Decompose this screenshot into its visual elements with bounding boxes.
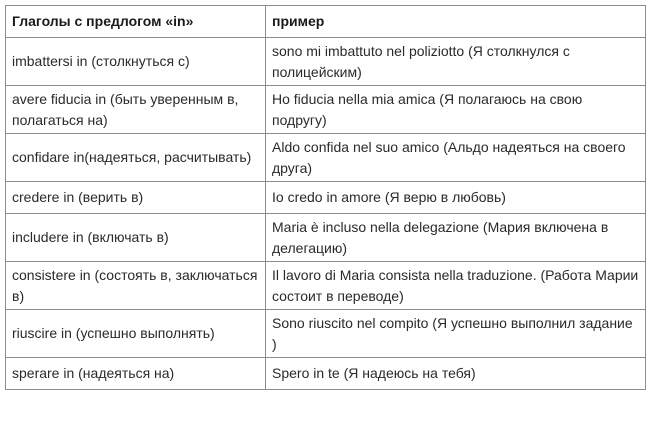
verb-cell: sperare in (надеяться на) — [6, 358, 266, 390]
example-cell: Aldo confida nel suo amico (Альдо надеяться на своего друга) — [266, 134, 646, 182]
table-header-row — [6, 6, 646, 38]
table-row — [6, 310, 646, 358]
table-row — [6, 182, 646, 214]
table-row — [6, 262, 646, 310]
verb-cell: credere in (верить в) — [6, 182, 266, 214]
table-row — [6, 358, 646, 390]
verb-cell: riuscire in (успешно выполнять) — [6, 310, 266, 358]
example-cell: Maria è incluso nella delegazione (Мария включена в делегацию) — [266, 214, 646, 262]
verb-cell: consistere in (состоять в, заключаться в) — [6, 262, 266, 310]
table-row — [6, 134, 646, 182]
verb-cell: confidare in(надеяться, расчитывать) — [6, 134, 266, 182]
example-cell: sono mi imbattuto nel poliziotto (Я столкнулся с полицейским) — [266, 38, 646, 86]
header-example: пример — [266, 6, 646, 38]
verb-cell: avere fiducia in (быть уверенным в, полагаться на) — [6, 86, 266, 134]
verbs-table — [5, 5, 646, 390]
table-row — [6, 86, 646, 134]
verb-cell: includere in (включать в) — [6, 214, 266, 262]
header-verb: Глаголы с предлогом «in» — [6, 6, 266, 38]
example-cell: Sono riuscito nel compito (Я успешно выполнил задание ) — [266, 310, 646, 358]
example-cell: Il lavoro di Maria consista nella traduzione. (Работа Марии состоит в переводе) — [266, 262, 646, 310]
table-row — [6, 38, 646, 86]
verb-cell: imbattersi in (столкнуться с) — [6, 38, 266, 86]
example-cell: Io credo in amore (Я верю в любовь) — [266, 182, 646, 214]
table-row — [6, 214, 646, 262]
example-cell: Spero in te (Я надеюсь на тебя) — [266, 358, 646, 390]
example-cell: Ho fiducia nella mia amica (Я полагаюсь на свою подругу) — [266, 86, 646, 134]
